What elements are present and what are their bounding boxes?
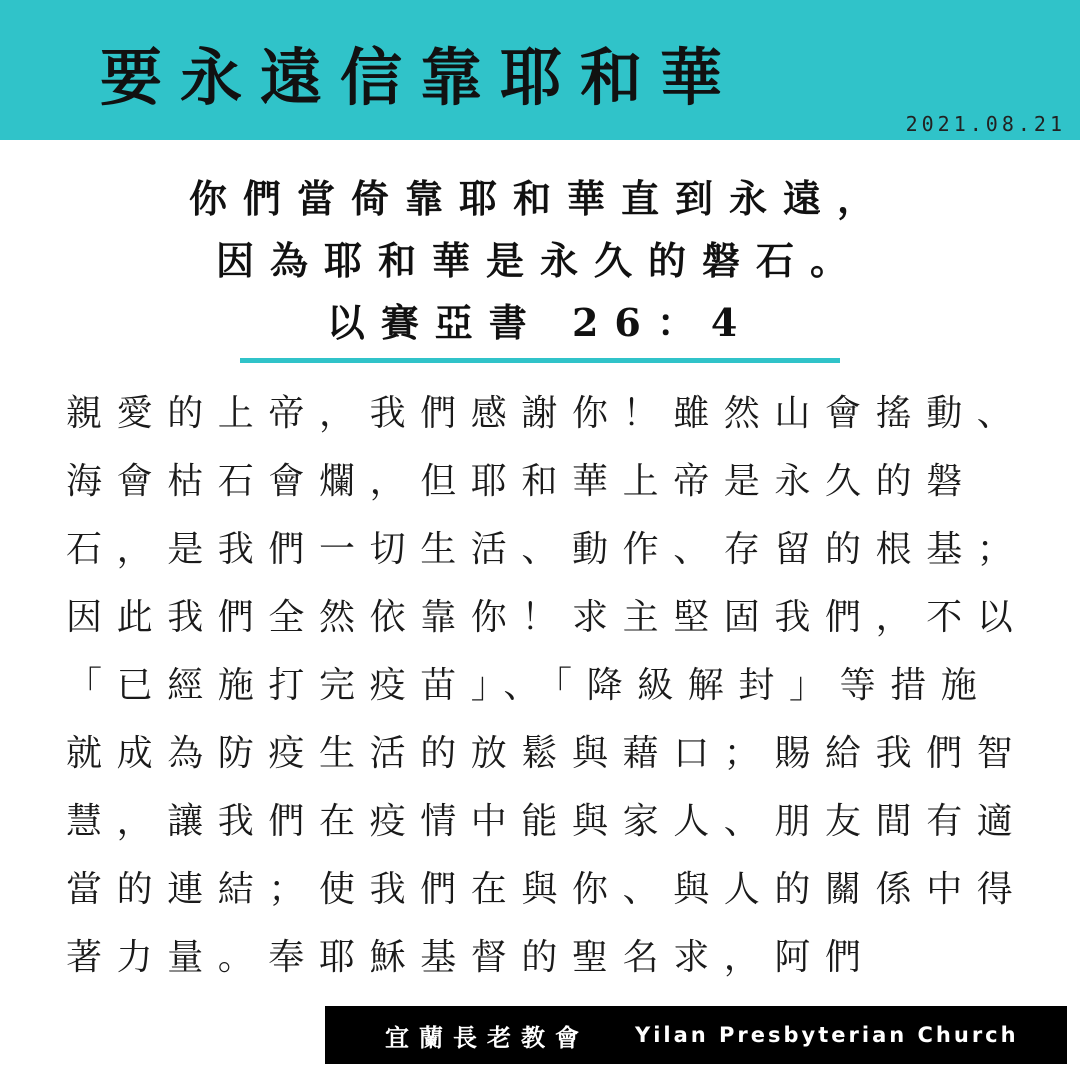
prayer-line: 就成為防疫生活的放鬆與藉口；賜給我們智 [66, 733, 1028, 774]
prayer-line: 海會枯石會爛，但耶和華上帝是永久的磐 [66, 461, 977, 502]
divider [240, 358, 840, 363]
prayer-line: 著力量。奉耶穌基督的聖名求，阿們 [66, 937, 876, 978]
prayer-line: 石，是我們一切生活、動作、存留的根基； [66, 529, 1028, 570]
church-name-zh: 宜蘭長老教會 [385, 1022, 589, 1052]
footer-banner [325, 1006, 1067, 1064]
page-title: 要永遠信靠耶和華 [100, 41, 741, 114]
post-date: 2021.08.21 [905, 112, 1066, 136]
prayer-line: 因此我們全然依靠你！求主堅固我們，不以 [66, 597, 1028, 638]
prayer-line: 親愛的上帝，我們感謝你！雖然山會搖動、 [66, 393, 1028, 434]
prayer-text [66, 380, 1026, 992]
header-banner [0, 0, 1080, 140]
church-name-en: Yilan Presbyterian Church [635, 1023, 1019, 1047]
prayer-line: 當的連結；使我們在與你、與人的關係中得 [66, 869, 1028, 910]
verse-line-1: 你們當倚靠耶和華直到永遠， [188, 176, 891, 221]
verse-reference: 以賽亞書 26：4 [326, 300, 754, 345]
prayer-line: 「已經施打完疫苗」、「降級解封」等措施 [66, 665, 992, 706]
scripture-verse [0, 168, 1080, 354]
prayer-line: 慧，讓我們在疫情中能與家人、朋友間有適 [66, 801, 1028, 842]
verse-line-2: 因為耶和華是永久的磐石。 [215, 238, 864, 283]
